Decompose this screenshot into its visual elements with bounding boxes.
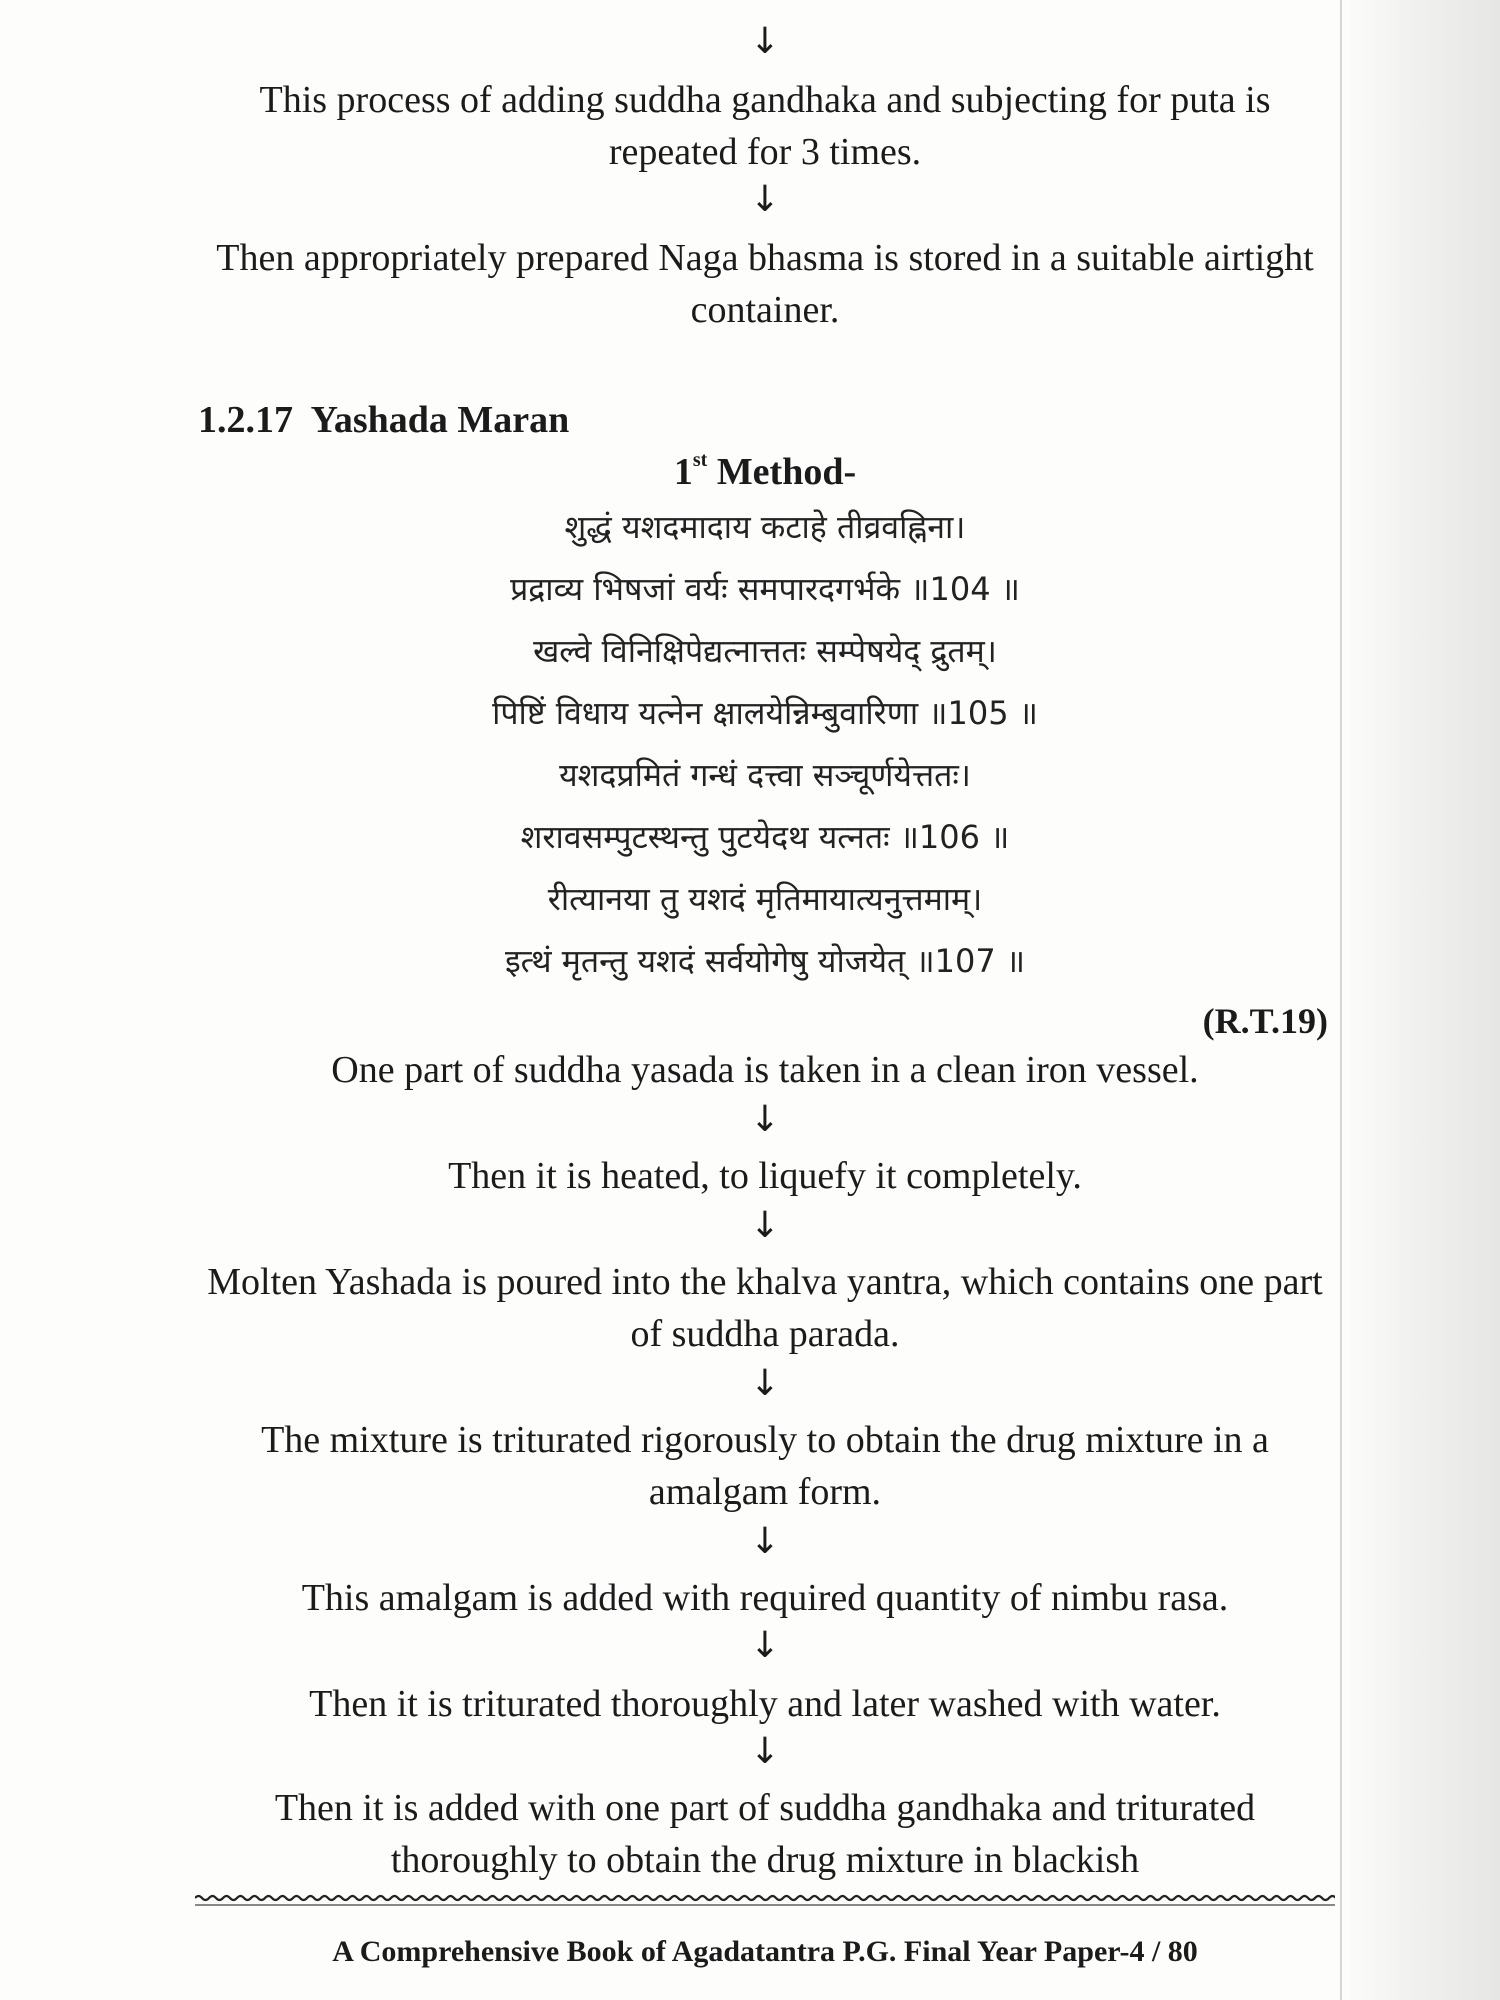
flow-step-2: Then it is heated, to liquefy it completely. — [448, 1155, 1082, 1197]
section-number: 1.2.17 — [198, 399, 293, 441]
page-edge-shadow — [1350, 0, 1500, 2000]
page-edge-line — [1340, 0, 1342, 2000]
page-footer: A Comprehensive Book of Agadatantra P.G. Final Year Paper-4 / 80 — [332, 1935, 1198, 1968]
flow-arrow-icon: ↓ — [749, 1731, 781, 1772]
method-ordinal-suffix: st — [692, 449, 708, 471]
section-title: Yashada Maran — [310, 399, 570, 441]
flow-step-3: Molten Yashada is poured into the khalva yantra, which contains one part of suddha parada. — [207, 1261, 1323, 1355]
method-heading — [200, 446, 1330, 498]
method-label: Method- — [716, 451, 857, 493]
verse-line: इत्थं मृतन्तु यशदं सर्वयोगेषु योजयेत् ॥107 ॥ — [504, 942, 1026, 980]
flow-arrow-icon: ↓ — [749, 1099, 781, 1140]
section-heading — [198, 394, 569, 446]
flow-step-1: One part of suddha yasada is taken in a clean iron vessel. — [331, 1049, 1199, 1091]
flow-step-4: The mixture is triturated rigorously to obtain the drug mixture in a amalgam form. — [261, 1419, 1269, 1513]
flow-step-previous-2: Then appropriately prepared Naga bhasma is stored in a suitable airtight container. — [216, 237, 1314, 331]
flow-arrow-icon: ↓ — [749, 1205, 781, 1246]
flow-arrow-icon: ↓ — [749, 1625, 781, 1666]
flow-step-7: Then it is added with one part of suddha gandhaka and triturated thoroughly to obtain the drug mixture in blackish — [274, 1787, 1256, 1881]
verse-line: प्रद्राव्य भिषजां वर्यः समपारदगर्भके ॥104 ॥ — [510, 570, 1020, 608]
verse-line: यशदप्रमितं गन्धं दत्त्वा सञ्चूर्णयेत्ततः। — [559, 756, 971, 794]
flow-arrow-icon: ↓ — [749, 1363, 781, 1404]
verse-line: खल्वे विनिक्षिपेद्यत्नात्ततः सम्पेषयेद् द्रुतम्। — [533, 632, 997, 670]
flow-step-previous-1: This process of adding suddha gandhaka and subjecting for puta is repeated for 3 times. — [259, 79, 1271, 173]
verse-line: शरावसम्पुटस्थन्तु पुटयेदथ यत्नतः ॥106 ॥ — [520, 818, 1010, 856]
verse-reference: (R.T.19) — [1202, 1001, 1328, 1041]
flow-step-6: Then it is triturated thoroughly and later washed with water. — [309, 1683, 1221, 1725]
verse-line: पिष्टिं विधाय यत्नेन क्षालयेन्निम्बुवारिणा ॥105 ॥ — [492, 694, 1038, 732]
verse-line: रीत्यानया तु यशदं मृतिमायात्यनुत्तमाम्। — [547, 880, 983, 918]
footer-wavy-rule — [195, 1892, 1335, 1908]
flow-step-5: This amalgam is added with required quantity of nimbu rasa. — [301, 1577, 1229, 1619]
method-ordinal: 1 — [673, 451, 693, 493]
flow-arrow-icon: ↓ — [749, 179, 781, 220]
flow-arrow-icon: ↓ — [749, 21, 781, 62]
flow-arrow-icon: ↓ — [749, 1521, 781, 1562]
verse-line: शुद्धं यशदमादाय कटाहे तीव्रवह्निना। — [564, 508, 966, 546]
